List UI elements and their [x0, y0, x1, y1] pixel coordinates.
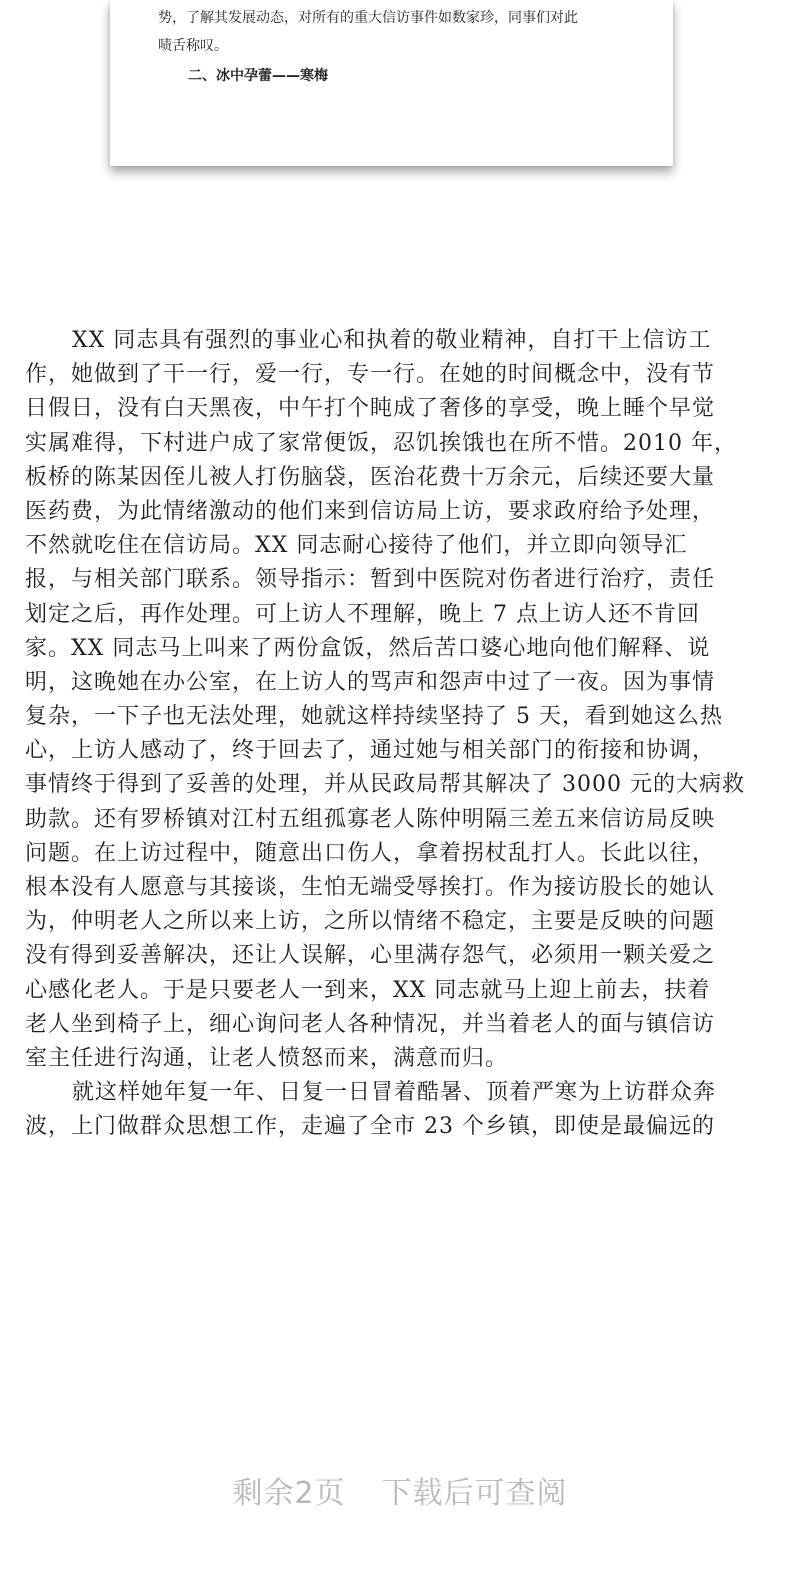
remaining-pages-label: 剩余2页: [232, 1476, 346, 1511]
paragraph-line: 波，上门做群众思想工作，走遍了全市 23 个乡镇，即使是最偏远的: [25, 1114, 715, 1140]
preview-text-line: 啧舌称叹。: [158, 38, 228, 54]
download-to-read-more-link[interactable]: [0, 1468, 800, 1512]
paragraph-line: 问题。在上访过程中，随意出口伤人，拿着拐杖乱打人。长此以往，: [25, 840, 716, 866]
paragraph-line: 日假日，没有白天黑夜，中午打个盹成了奢侈的享受，晚上睡个早觉: [25, 396, 716, 422]
paragraph-line: 就这样她年复一年、日复一日冒着酷暑、顶着严寒为上访群众奔: [72, 1080, 717, 1106]
paragraph-line: 板桥的陈某因侄儿被人打伤脑袋，医治花费十万余元，后续还要大量: [25, 464, 716, 490]
paragraph-line: 心感化老人。于是只要老人一到来，XX 同志就马上迎上前去，扶着: [25, 977, 711, 1003]
paragraph-line: 实属难得，下村进户成了家常便饭，忍饥挨饿也在所不惜。2010 年，: [25, 430, 737, 456]
paragraph-line: 家。XX 同志马上叫来了两份盒饭，然后苦口婆心地向他们解释、说: [25, 635, 711, 661]
paragraph-line: 医药费，为此情绪激动的他们来到信访局上访，要求政府给予处理，: [25, 498, 716, 524]
paragraph-line: 助款。还有罗桥镇对江村五组孤寡老人陈仲明隔三差五来信访局反映: [25, 806, 716, 832]
paragraph-line: 根本没有人愿意与其接谈，生怕无端受辱挨打。作为接访股长的她认: [25, 875, 716, 900]
document-body: [25, 324, 785, 1145]
paragraph-line: 作，她做到了干一行，爱一行，专一行。在她的时间概念中，没有节: [25, 362, 716, 388]
paragraph-line: 事情终于得到了妥善的处理，并从民政局帮其解决了 3000 元的大病救: [25, 772, 745, 798]
paragraph-line: 不然就吃住在信访局。XX 同志耐心接待了他们，并立即向领导汇: [25, 533, 688, 559]
paragraph-line: 为，仲明老人之所以来上访，之所以情绪不稳定，主要是反映的问题: [25, 909, 716, 935]
preview-section-heading: 二、冰中孕蕾——寒梅: [188, 68, 328, 84]
preview-text-line: 势，了解其发展动态，对所有的重大信访事件如数家珍，同事们对此: [158, 10, 578, 26]
paragraph-line: XX 同志具有强烈的事业心和执着的敬业精神，自打干上信访工: [72, 328, 712, 353]
page-preview-card: [110, 0, 673, 166]
paragraph-line: 老人坐到椅子上，细心询问老人各种情况，并当着老人的面与镇信访: [25, 1011, 716, 1037]
paragraph-line: 心，上访人感动了，终于回去了，通过她与相关部门的衔接和协调，: [25, 738, 716, 764]
paragraph-line: 划定之后，再作处理。可上访人不理解，晚上 7 点上访人还不肯回: [25, 601, 700, 627]
paragraph-line: 没有得到妥善解决，还让人误解，心里满存怨气，必须用一颗关爱之: [25, 943, 716, 969]
paragraph-line: 复杂，一下子也无法处理，她就这样持续坚持了 5 天，看到她这么热: [25, 704, 723, 730]
paragraph-line: 明，这晚她在办公室，在上访人的骂声和怨声中过了一夜。因为事情: [25, 669, 716, 695]
download-hint-label: 下载后可查阅: [381, 1476, 568, 1511]
paragraph-line: 报，与相关部门联系。领导指示：暂到中医院对伤者进行治疗，责任: [25, 567, 716, 593]
paragraph-line: 室主任进行沟通，让老人愤怒而来，满意而归。: [25, 1045, 509, 1071]
